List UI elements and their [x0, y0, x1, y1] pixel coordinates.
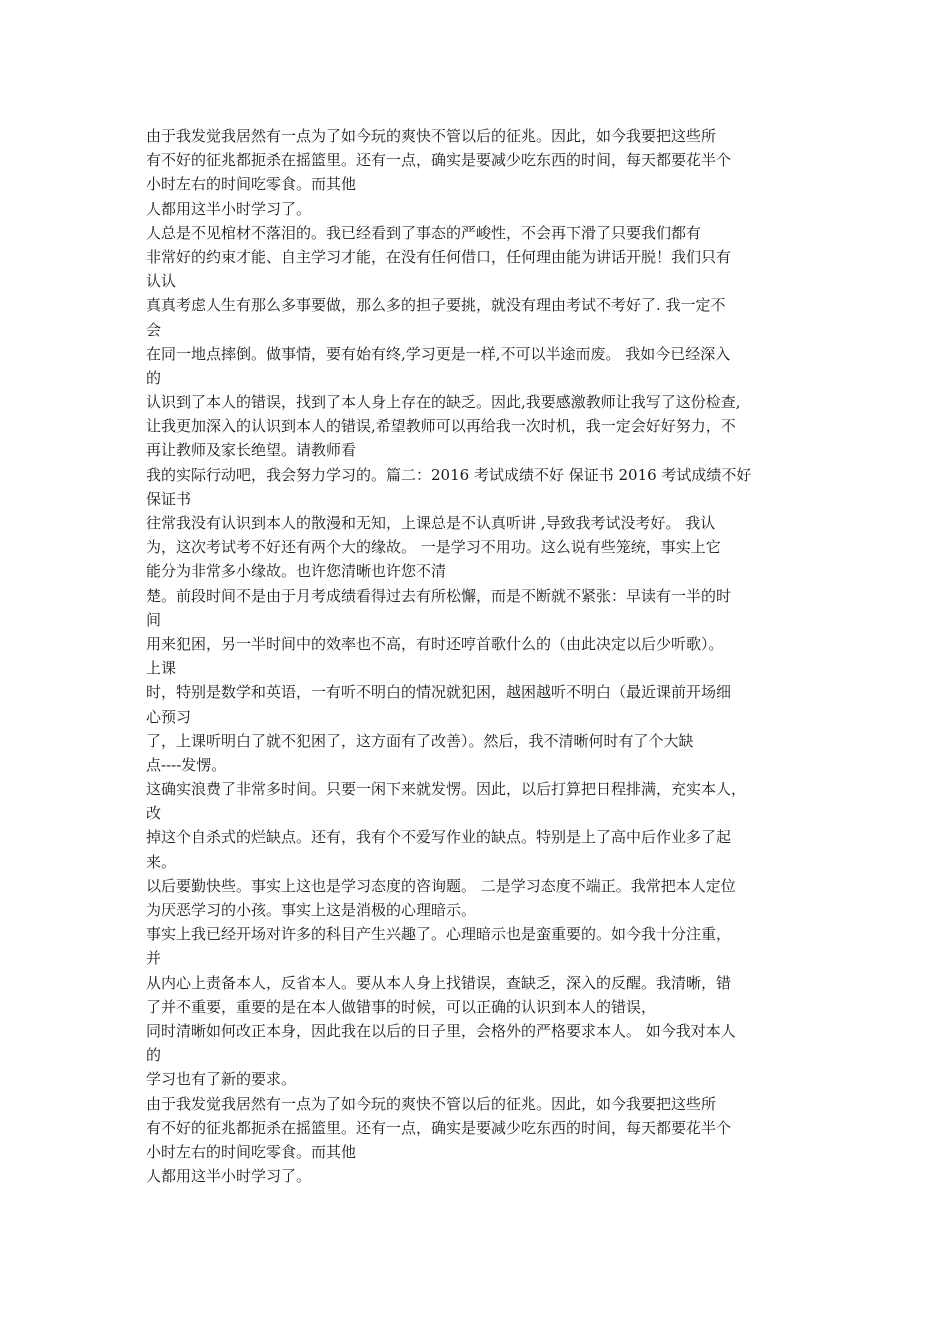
text-line-31: 来。: [146, 852, 177, 871]
text-line-35: 并: [146, 949, 162, 968]
text-line-8: 真真考虑人生有那么多事要做，那么多的担子要挑，就没有理由考试不考好了. 我一定不: [146, 296, 726, 315]
text-line-1: 由于我发觉我居然有一点为了如今玩的爽快不管以后的征兆。因此，如今我要把这些所: [146, 127, 717, 145]
text-line-29: 改: [146, 804, 162, 823]
text-line-40: 学习也有了新的要求。: [146, 1070, 297, 1089]
text-line-17: 往常我没有认识到本人的散漫和无知，上课总是不认真听讲 ,导致我考试没考好。 我认: [146, 514, 716, 532]
text-line-27: 点----发愣。: [146, 755, 227, 774]
text-line-10: 在同一地点摔倒。做事情，要有始有终,学习更是一样,不可以半途而废。 我如今已经深入: [146, 344, 731, 363]
text-line-6: 非常好的约束才能、自主学习才能，在没有任何借口，任何理由能为讲话开脱！我们只有: [146, 247, 732, 266]
text-line-21: 间: [146, 610, 162, 629]
text-line-16: 保证书: [146, 489, 192, 508]
text-line-7: 认认: [146, 272, 177, 291]
text-line-30: 掉这个自杀式的烂缺点。还有，我有个不爱写作业的缺点。特别是上了高中后作业多了起: [146, 828, 732, 847]
text-line-34: 事实上我已经开场对许多的科目产生兴趣了。心理暗示也是蛮重要的。如今我十分注重，: [146, 925, 732, 944]
text-line-19: 能分为非常多小缘故。也许您清晰也许您不清: [146, 562, 447, 581]
text-line-41: 由于我发觉我居然有一点为了如今玩的爽快不管以后的征兆。因此，如今我要把这些所: [146, 1094, 717, 1113]
text-line-43: 小时左右的时间吃零食。而其他: [146, 1142, 357, 1161]
text-line-36: 从内心上责备本人，反省本人。要从本人身上找错误，查缺乏，深入的反醒。我清晰，错: [146, 973, 732, 992]
text-line-14: 再让教师及家长绝望。请教师看: [146, 441, 357, 460]
text-line-38: 同时清晰如何改正本身，因此我在以后的日子里，会格外的严格要求本人。 如今我对本人: [146, 1021, 736, 1040]
text-line-12: 认识到了本人的错误，找到了本人身上存在的缺乏。因此,我要感激教师让我写了这份检查,: [146, 393, 741, 412]
text-line-39: 的: [146, 1046, 162, 1065]
text-line-13: 让我更加深入的认识到本人的错误,希望教师可以再给我一次时机，我一定会好好努力，不: [146, 417, 736, 436]
text-line-15: 我的实际行动吧，我会努力学习的。篇二：2016 考试成绩不好 保证书 2016 考试成绩不好: [146, 465, 752, 484]
text-line-37: 了并不重要，重要的是在本人做错事的时候，可以正确的认识到本人的错误，: [146, 997, 657, 1016]
text-line-25: 心预习: [146, 707, 192, 726]
text-line-5: 人总是不见棺材不落泪的。我已经看到了事态的严峻性，不会再下滑了只要我们都有: [146, 223, 702, 242]
text-line-26: 了，上课听明白了就不犯困了，这方面有了改善）。然后，我不清晰何时有了个大缺: [146, 731, 694, 750]
text-line-18: 为，这次考试考不好还有两个大的缘故。 一是学习不用功。这么说有些笼统，事实上它: [146, 538, 721, 557]
text-line-3: 小时左右的时间吃零食。而其他: [146, 175, 357, 194]
document-body: [146, 124, 818, 1188]
text-line-20: 楚。前段时间不是由于月考成绩看得过去有所松懈，而是不断就不紧张：早读有一半的时: [146, 586, 732, 605]
text-line-32: 以后要勤快些。事实上这也是学习态度的咨询题。 二是学习态度不端正。我常把本人定位: [146, 876, 736, 895]
text-line-9: 会: [146, 320, 162, 339]
text-line-24: 时，特别是数学和英语，一有听不明白的情况就犯困，越困越听不明白（最近课前开场细: [146, 683, 732, 702]
text-line-22: 用来犯困，另一半时间中的效率也不高，有时还哼首歌什么的（由此决定以后少听歌）。: [146, 634, 724, 653]
text-line-23: 上课: [146, 659, 177, 678]
text-line-42: 有不好的征兆都扼杀在摇篮里。还有一点，确实是要减少吃东西的时间，每天都要花半个: [146, 1118, 732, 1137]
text-line-2: 有不好的征兆都扼杀在摇篮里。还有一点，确实是要减少吃东西的时间，每天都要花半个: [146, 151, 732, 170]
text-line-11: 的: [146, 368, 162, 387]
text-line-4: 人都用这半小时学习了。: [146, 199, 312, 218]
text-line-44: 人都用这半小时学习了。: [146, 1167, 312, 1186]
text-line-33: 为厌恶学习的小孩。事实上这是消极的心理暗示。: [146, 901, 477, 919]
text-line-28: 这确实浪费了非常多时间。只要一闲下来就发愣。因此，以后打算把日程排满，充实本人，: [146, 780, 747, 799]
